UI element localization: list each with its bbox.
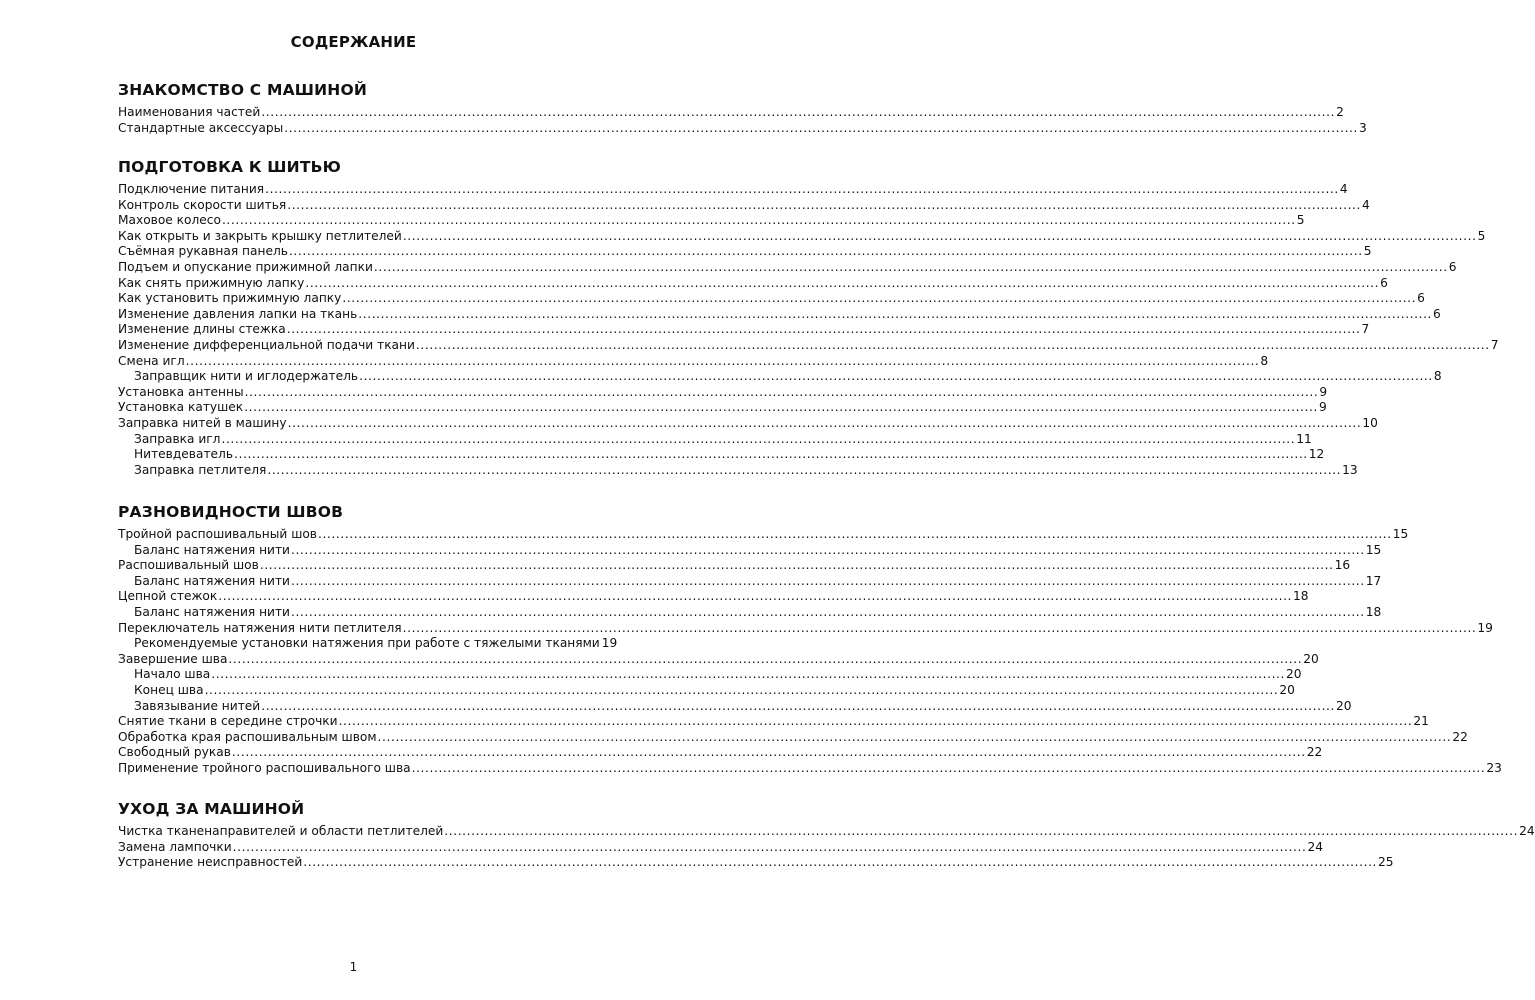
section-heading: РАЗНОВИДНОСТИ ШВОВ [118, 503, 344, 521]
toc-entry-title: Маховое колесо [118, 213, 221, 228]
toc-entry[interactable] [118, 400, 1327, 416]
toc-entry-page: 23 [1486, 760, 1502, 775]
toc-list [118, 527, 1502, 777]
toc-entry-title: Переключатель натяжения нити петлителя [118, 620, 402, 635]
toc-entry-title: Наименования частей [118, 105, 261, 119]
toc-entry[interactable] [118, 729, 1468, 746]
toc-entry-page: 24 [1519, 824, 1535, 838]
toc-entry-page: 8 [1433, 369, 1442, 384]
toc-entry-page: 20 [1303, 651, 1319, 666]
dot-leader [291, 574, 1365, 590]
dot-leader [339, 714, 1413, 730]
toc-entry-title: Конец шва [134, 682, 204, 697]
toc-list [118, 182, 1499, 478]
toc-entry-page: 9 [1318, 400, 1327, 415]
toc-entry-page: 9 [1319, 384, 1328, 399]
toc-entry-title: Смена игл [118, 353, 185, 368]
toc-entry[interactable] [118, 415, 1378, 432]
dot-leader [305, 276, 1379, 292]
toc-entry-page: 20 [1286, 667, 1302, 682]
toc-entry-page: 25 [1378, 855, 1394, 870]
dot-leader [221, 432, 1295, 448]
toc-entry[interactable] [118, 698, 1352, 715]
dot-leader [260, 558, 1334, 574]
dot-leader [234, 447, 1308, 463]
toc-entry-title: Установка антенны [118, 384, 244, 399]
dot-leader [261, 105, 1335, 121]
toc-entry-page: 17 [1365, 573, 1382, 588]
toc-section-introduction [118, 80, 1367, 136]
toc-entry-page: 3 [1359, 120, 1367, 135]
toc-list [118, 105, 1367, 136]
dot-leader [233, 840, 1307, 856]
dot-leader [374, 260, 1448, 276]
toc-entry-page: 5 [1477, 228, 1486, 243]
toc-entry-title: Изменение дифференциальной подачи ткани [118, 337, 415, 352]
toc-entry-title: Изменение давления лапки на ткань [118, 306, 358, 321]
toc-entry-page: 11 [1296, 431, 1312, 446]
toc-entry-page: 18 [1365, 604, 1382, 619]
dot-leader [265, 182, 1339, 198]
toc-section-preparation [118, 157, 1499, 478]
toc-entry-title: Снятие ткани в середине строчки [118, 714, 338, 729]
toc-entry-page: 20 [1279, 682, 1295, 697]
toc-entry-page: 15 [1365, 542, 1382, 557]
dot-leader [267, 463, 1341, 479]
dot-leader [403, 621, 1477, 637]
toc-entry-page: 20 [1336, 698, 1352, 713]
section-heading: УХОД ЗА МАШИНОЙ [118, 800, 305, 818]
toc-entry-title: Баланс натяжения нити [134, 573, 290, 588]
toc-entry[interactable] [118, 824, 1535, 840]
toc-entry-page: 15 [1392, 527, 1409, 541]
dot-leader [291, 543, 1365, 559]
toc-entry-page: 22 [1452, 729, 1468, 744]
toc-entry[interactable] [118, 651, 1319, 668]
dot-leader [228, 652, 1302, 668]
toc-entry-title: Подключение питания [118, 182, 265, 196]
dot-leader [303, 855, 1377, 871]
section-heading: ЗНАКОМСТВО С МАШИНОЙ [118, 81, 368, 99]
toc-entry[interactable] [118, 197, 1370, 214]
toc-entry[interactable] [118, 558, 1351, 574]
toc-entry[interactable] [118, 573, 1382, 590]
toc-entry-title: Заправка нитей в машину [118, 415, 287, 430]
toc-entry[interactable] [118, 760, 1502, 777]
toc-entry[interactable] [118, 291, 1425, 307]
toc-entry-page: 6 [1433, 306, 1441, 321]
toc-entry-page: 4 [1362, 197, 1370, 212]
toc-entry[interactable] [118, 636, 618, 652]
toc-entry[interactable] [118, 682, 1295, 699]
dot-leader [342, 291, 1416, 307]
toc-entry-page: 21 [1413, 714, 1429, 729]
toc-entry-title: Заправка петлителя [134, 462, 267, 477]
toc-entry[interactable] [118, 369, 1442, 385]
toc-entry[interactable] [118, 604, 1382, 621]
toc-entry[interactable] [118, 855, 1394, 871]
toc-entry[interactable] [118, 462, 1358, 479]
toc-entry-title: Как снять прижимную лапку [118, 275, 305, 290]
toc-entry-title: Завершение шва [118, 651, 228, 666]
toc-entry[interactable] [118, 259, 1457, 276]
dot-leader [205, 683, 1279, 699]
toc-entry[interactable] [118, 306, 1441, 323]
toc-entry-page: 6 [1448, 259, 1457, 274]
toc-entry[interactable] [118, 542, 1382, 559]
toc-entry[interactable] [118, 120, 1367, 137]
page-title: СОДЕРЖАНИЕ [290, 33, 417, 51]
toc-entry[interactable] [118, 714, 1429, 730]
toc-entry-page: 8 [1260, 353, 1269, 368]
toc-entry-title: Подъем и опускание прижимной лапки [118, 259, 373, 274]
dot-leader [359, 369, 1433, 385]
toc-entry-page: 5 [1296, 213, 1305, 228]
toc-entry-title: Распошивальный шов [118, 558, 259, 573]
toc-entry[interactable] [118, 353, 1269, 370]
toc-section-stitch-types [118, 502, 1502, 777]
toc-entry-title: Съёмная рукавная панель [118, 244, 288, 259]
toc-entry-title: Свободный рукав [118, 745, 231, 760]
toc-entry-page: 16 [1334, 558, 1351, 573]
toc-entry-title: Применение тройного распошивального шва [118, 760, 411, 775]
toc-entry-page: 13 [1342, 462, 1358, 477]
dot-leader [222, 213, 1296, 229]
toc-entry[interactable] [118, 527, 1409, 543]
toc-entry-page: 7 [1490, 337, 1499, 352]
dot-leader [232, 745, 1306, 761]
dot-leader [244, 400, 1318, 416]
toc-entry-title: Заправка игл [134, 431, 221, 446]
toc-entry-page: 18 [1293, 589, 1309, 604]
dot-leader [412, 761, 1486, 777]
toc-entry-title: Нитевдеватель [134, 447, 234, 462]
toc-entry[interactable] [118, 745, 1323, 761]
toc-entry[interactable] [118, 213, 1305, 229]
dot-leader [403, 229, 1477, 245]
toc-entry[interactable] [118, 447, 1325, 463]
toc-entry-page: 6 [1380, 275, 1388, 290]
toc-entry-title: Рекомендуемые установки натяжения при работе с тяжелыми тканями [134, 636, 600, 651]
dot-leader [245, 385, 1319, 401]
dot-leader [416, 338, 1490, 354]
toc-entry-title: Изменение длины стежка [118, 322, 286, 337]
toc-list [118, 824, 1535, 871]
toc-entry[interactable] [118, 384, 1328, 401]
toc-entry-page: 19 [1477, 620, 1493, 635]
toc-entry-title: Установка катушек [118, 400, 244, 415]
toc-entry-page: 10 [1362, 415, 1378, 430]
dot-leader [287, 322, 1361, 338]
toc-entry-page: 7 [1361, 322, 1370, 337]
dot-leader [218, 589, 1292, 605]
section-heading: ПОДГОТОВКА К ШИТЬЮ [118, 158, 341, 176]
toc-entry[interactable] [118, 431, 1312, 448]
toc-entry[interactable] [118, 182, 1348, 198]
toc-entry-title: Начало шва [134, 667, 211, 682]
toc-entry-page: 24 [1307, 839, 1323, 854]
toc-entry-title: Тройной распошивальный шов [118, 527, 317, 541]
toc-entry[interactable] [118, 337, 1499, 354]
toc-entry-title: Заправщик нити и иглодержатель [134, 369, 359, 384]
toc-entry[interactable] [118, 105, 1344, 121]
toc-entry-title: Баланс натяжения нити [134, 604, 290, 619]
toc-entry-page: 19 [601, 636, 618, 651]
toc-entry-title: Как установить прижимную лапку [118, 291, 342, 306]
toc-entry-title: Стандартные аксессуары [118, 120, 284, 135]
toc-entry-title: Баланс натяжения нити [134, 542, 290, 557]
toc-entry[interactable] [118, 275, 1388, 292]
dot-leader [378, 730, 1452, 746]
toc-entry[interactable] [118, 589, 1309, 605]
toc-entry-page: 22 [1306, 745, 1323, 760]
toc-entry[interactable] [118, 667, 1302, 683]
toc-entry-title: Устранение неисправностей [118, 855, 303, 870]
toc-entry-title: Завязывание нитей [134, 698, 261, 713]
toc-entry-title: Цепной стежок [118, 589, 218, 604]
dot-leader [289, 244, 1363, 260]
toc-entry-page: 4 [1339, 182, 1348, 196]
toc-entry-title: Чистка тканенаправителей и области петлителей [118, 824, 444, 838]
toc-entry-title: Контроль скорости шитья [118, 197, 287, 212]
toc-entry[interactable] [118, 244, 1372, 260]
toc-entry-title: Обработка края распошивальным швом [118, 729, 377, 744]
toc-entry[interactable] [118, 228, 1486, 245]
toc-entry[interactable] [118, 839, 1323, 856]
toc-entry-title: Как открыть и закрыть крышку петлителей [118, 228, 402, 243]
toc-entry-title: Замена лампочки [118, 839, 232, 854]
dot-leader [444, 824, 1518, 840]
dot-leader [358, 307, 1432, 323]
dot-leader [291, 605, 1365, 621]
toc-entry-page: 5 [1363, 244, 1372, 259]
dot-leader [211, 667, 1285, 683]
toc-entry-page: 2 [1336, 105, 1344, 119]
dot-leader [288, 416, 1362, 432]
toc-section-maintenance [118, 799, 1535, 871]
page-number: 1 [349, 960, 358, 974]
dot-leader [186, 354, 1260, 370]
dot-leader [287, 198, 1361, 214]
dot-leader [284, 121, 1358, 137]
toc-entry-page: 12 [1308, 447, 1325, 462]
toc-entry[interactable] [118, 620, 1493, 637]
dot-leader [261, 699, 1335, 715]
toc-entry[interactable] [118, 322, 1370, 338]
dot-leader [318, 527, 1392, 543]
toc-entry-page: 6 [1417, 291, 1425, 306]
